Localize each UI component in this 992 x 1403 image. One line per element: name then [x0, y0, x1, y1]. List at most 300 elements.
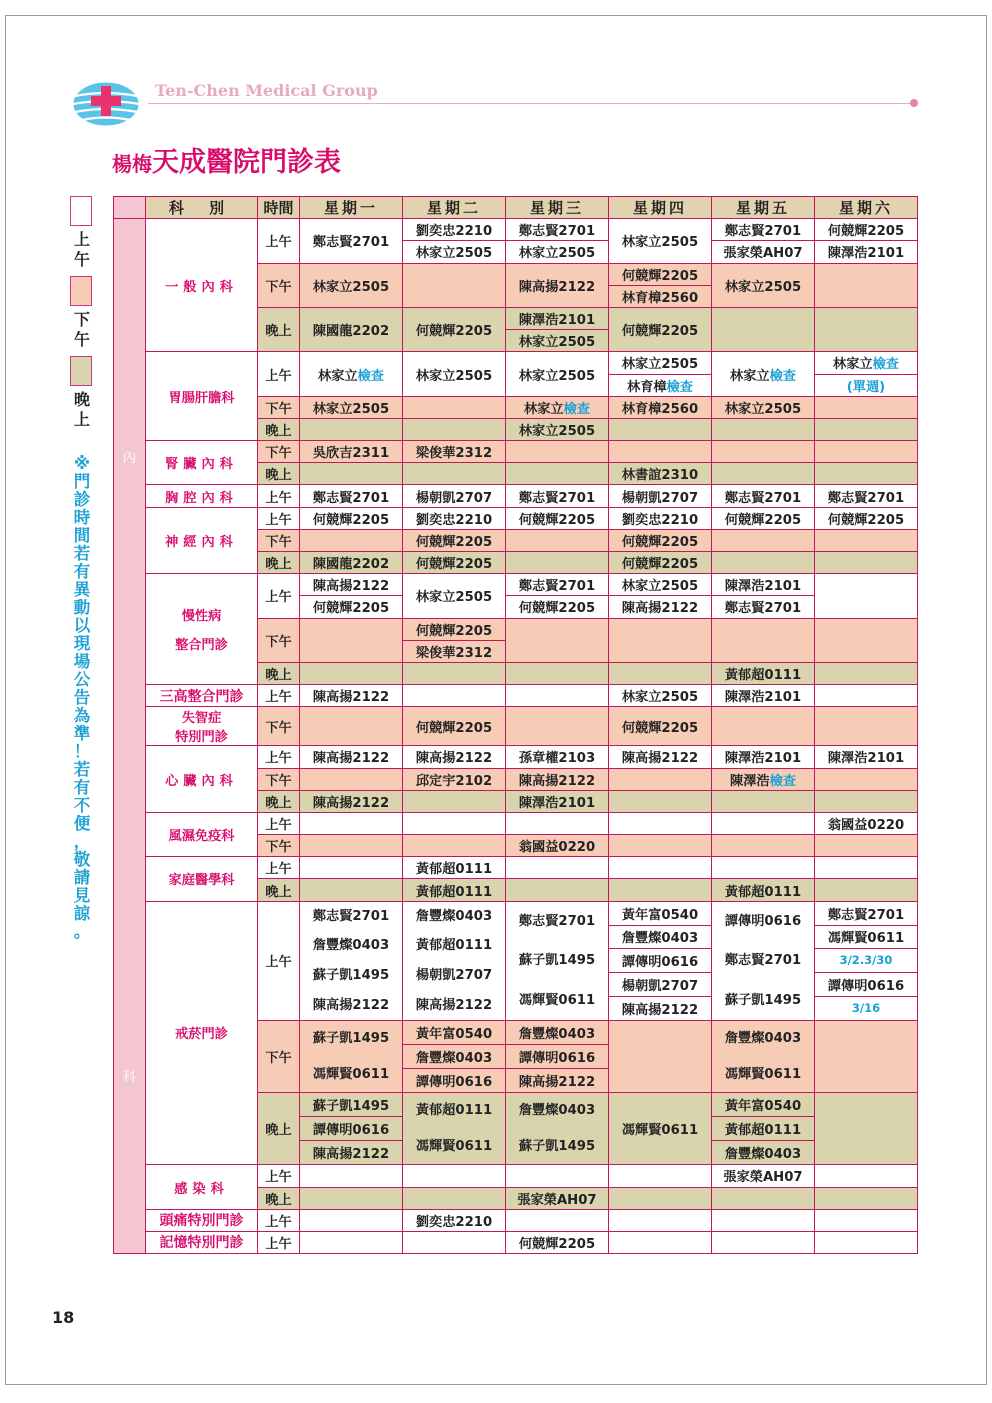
doctor-slot	[609, 746, 712, 768]
department-name-line: 一般內科	[165, 279, 238, 295]
session-time: 下午	[258, 396, 300, 418]
doctor-slot	[300, 685, 403, 707]
doctor-slot	[712, 307, 815, 351]
doctor-slot	[712, 219, 815, 241]
doctor-slot	[300, 352, 403, 396]
doctor-name: 蘇子凱1495	[518, 1138, 596, 1154]
doctor-slot	[712, 352, 815, 396]
doctor-name: 詹豐燦0403	[518, 1027, 596, 1043]
doctor-name: 林家立	[318, 368, 358, 384]
doctor-name: 詹豐燦0403	[621, 931, 699, 947]
doctor-name: 譚傳明0616	[415, 1075, 493, 1091]
doctor-name: 馮輝賢0611	[724, 1066, 802, 1082]
doctor-slot	[609, 790, 712, 812]
doctor-name: 馮輝賢0611	[312, 1066, 390, 1082]
doctor-slot	[712, 707, 815, 746]
session-time: 上午	[258, 219, 300, 263]
doctor-slot	[815, 1021, 918, 1093]
doctor-slot	[506, 596, 609, 618]
doctor-name: 楊朝凱2707	[415, 967, 493, 983]
header-day: 星期四	[609, 197, 712, 219]
doctor-name: 林家立2505	[518, 335, 596, 351]
doctor-slot	[403, 685, 506, 707]
doctor-name: 蘇子凱1495	[312, 967, 390, 983]
doctor-slot	[506, 768, 609, 790]
doctor-name: 劉奕忠2210	[415, 224, 493, 240]
doctor-name: 鄭志賢2701	[724, 953, 802, 969]
session-time: 晚上	[258, 1187, 300, 1209]
title-main: 天成醫院門診表	[152, 147, 341, 178]
doctor-name: 林家立2505	[724, 279, 802, 295]
schedule-row	[114, 485, 918, 507]
department-name-line: 胸腔內科	[165, 490, 238, 506]
doctor-name: 劉奕忠2210	[415, 512, 493, 528]
doctor-name: 黃郁超0111	[724, 668, 802, 684]
session-time: 晚上	[258, 307, 300, 351]
doctor-slot	[815, 949, 918, 973]
doctor-slot	[815, 1231, 918, 1253]
doctor-slot	[609, 1187, 712, 1209]
doctor-entry	[712, 941, 814, 981]
doctor-name: 林家立2505	[312, 401, 390, 417]
department-name-line: 腎臟內科	[165, 457, 238, 473]
doctor-slot	[609, 485, 712, 507]
doctor-slot	[609, 418, 712, 440]
exam-label: 檢查	[563, 401, 590, 417]
doctor-name: 鄭志賢2701	[312, 490, 390, 506]
doctor-slot	[506, 1209, 609, 1231]
doctor-slot	[506, 879, 609, 901]
doctor-name: 劉奕忠2210	[621, 512, 699, 528]
doctor-slot	[815, 241, 918, 263]
department-name-line: 失智症	[181, 711, 222, 727]
doctor-slot	[609, 1209, 712, 1231]
doctor-name: 馮輝賢0611	[415, 1138, 493, 1154]
doctor-entry	[506, 365, 608, 384]
department-name	[146, 574, 258, 685]
session-time: 上午	[258, 574, 300, 618]
doctor-name: 陳高揚2122	[312, 579, 390, 595]
doctor-slot	[815, 768, 918, 790]
legend-label-morning: 上 午	[73, 230, 90, 269]
week-note: (單週)	[846, 379, 886, 395]
department-name	[146, 507, 258, 574]
department-name	[146, 746, 258, 813]
doctor-entry	[403, 320, 505, 339]
doctor-name: 張家榮AH07	[723, 246, 803, 262]
doctor-slot	[815, 552, 918, 574]
doctor-name: 何競輝2205	[312, 601, 390, 617]
doctor-slot	[300, 418, 403, 440]
doctor-slot	[609, 901, 712, 925]
schedule-row	[114, 707, 918, 746]
doctor-slot	[403, 768, 506, 790]
doctor-slot	[300, 529, 403, 551]
doctor-name: 邱定宇2102	[415, 773, 493, 789]
doctor-slot	[506, 1231, 609, 1253]
doctor-slot	[815, 485, 918, 507]
doctor-name: 陳國龍2202	[312, 557, 390, 573]
doctor-slot	[300, 507, 403, 529]
doctor-name: 林家立2505	[621, 357, 699, 373]
doctor-slot	[815, 1187, 918, 1209]
doctor-slot	[712, 812, 815, 834]
schedule-row	[114, 1165, 918, 1187]
doctor-slot	[506, 857, 609, 879]
doctor-name: 何競輝2205	[415, 534, 493, 550]
doctor-slot	[712, 241, 815, 263]
doctor-slot	[815, 812, 918, 834]
header-day: 星期一	[300, 197, 403, 219]
doctor-slot	[815, 746, 918, 768]
department-name-line: 特別門診	[175, 730, 228, 746]
doctor-name: 馮輝賢0611	[518, 992, 596, 1008]
doctor-name: 鄭志賢2701	[518, 490, 596, 506]
doctor-slot	[712, 507, 815, 529]
doctor-name: 鄭志賢2701	[518, 579, 596, 595]
header-dept: 科 別	[146, 197, 258, 219]
schedule-notice: ※ 門 診 時 間 若 有 異 動 以 現 場 公 告 為 準 ！ 若 有 不 便 ， 敬 請 見 諒 。	[73, 454, 91, 941]
doctor-slot	[300, 1165, 403, 1187]
doctor-slot	[506, 1187, 609, 1209]
doctor-name: 黃年富0540	[621, 907, 699, 923]
doctor-slot	[712, 263, 815, 307]
doctor-slot	[403, 1209, 506, 1231]
doctor-name: 林家立2505	[518, 423, 596, 439]
doctor-slot	[712, 1165, 815, 1187]
doctor-slot	[712, 879, 815, 901]
doctor-name: 陳高揚2122	[415, 997, 493, 1013]
doctor-slot	[815, 307, 918, 351]
doctor-slot	[712, 596, 815, 618]
doctor-name: 何競輝2205	[827, 512, 905, 528]
doctor-name: 陳國龍2202	[312, 324, 390, 340]
doctor-name: 楊朝凱2707	[415, 490, 493, 506]
doctor-name: 馮輝賢0611	[827, 931, 905, 947]
doctor-name: 陳澤浩2101	[724, 690, 802, 706]
header-divider-dot	[910, 99, 918, 107]
department-name-line: 胃腸肝膽科	[168, 390, 235, 406]
doctor-name: 陳高揚2122	[312, 751, 390, 767]
doctor-name: 何競輝2205	[415, 623, 493, 639]
schedule-row	[114, 441, 918, 463]
doctor-entry	[300, 276, 402, 295]
doctor-slot	[506, 618, 609, 662]
session-time: 下午	[258, 441, 300, 463]
doctor-name: 翁國益0220	[827, 817, 905, 833]
department-name-line: 戒菸門診	[175, 1027, 228, 1043]
doctor-slot	[403, 441, 506, 463]
doctor-slot	[403, 835, 506, 857]
session-time: 上午	[258, 507, 300, 529]
doctor-slot	[609, 529, 712, 551]
doctor-slot	[609, 285, 712, 307]
doctor-slot	[300, 463, 403, 485]
doctor-slot	[506, 901, 609, 1021]
session-time: 晚上	[258, 662, 300, 684]
doctor-slot	[300, 901, 403, 1021]
doctor-name: 陳澤浩2101	[827, 751, 905, 767]
doctor-slot	[815, 441, 918, 463]
doctor-name: 張家榮AH07	[517, 1192, 597, 1208]
doctor-entry	[712, 1057, 814, 1093]
doctor-slot	[300, 835, 403, 857]
doctor-slot	[300, 662, 403, 684]
globe-cross-logo	[70, 78, 150, 128]
doctor-name: 譚傳明0616	[518, 1051, 596, 1067]
department-name-line: 感染科	[174, 1181, 229, 1197]
doctor-slot	[403, 1231, 506, 1253]
doctor-slot	[403, 263, 506, 307]
doctor-slot	[815, 835, 918, 857]
department-name	[146, 441, 258, 485]
doctor-name: 陳高揚2122	[621, 751, 699, 767]
session-time: 上午	[258, 1231, 300, 1253]
doctor-name: 何競輝2205	[518, 512, 596, 528]
doctor-name: 蘇子凱1495	[312, 1031, 390, 1047]
doctor-slot	[403, 463, 506, 485]
doctor-slot	[403, 1093, 506, 1165]
category-char: 科	[122, 1070, 137, 1086]
doctor-name: 陳高揚2122	[621, 1003, 699, 1019]
legend-swatch-afternoon	[70, 276, 92, 306]
doctor-name: 林家立2505	[518, 368, 596, 384]
doctor-slot	[403, 529, 506, 551]
doctor-name: 鄭志賢2701	[518, 224, 596, 240]
doctor-slot	[403, 485, 506, 507]
header-day: 星期五	[712, 197, 815, 219]
department-name-line: 整合門診	[175, 638, 228, 654]
doctor-entry	[506, 981, 608, 1021]
doctor-slot	[815, 529, 918, 551]
doctor-slot	[506, 396, 609, 418]
doctor-slot	[712, 529, 815, 551]
session-time: 下午	[258, 529, 300, 551]
doctor-slot	[609, 685, 712, 707]
doctor-slot	[712, 685, 815, 707]
doctor-slot	[300, 574, 403, 596]
doctor-slot	[506, 1045, 609, 1069]
doctor-name: 黃郁超0111	[415, 884, 493, 900]
session-time: 上午	[258, 812, 300, 834]
session-time: 下午	[258, 263, 300, 307]
doctor-slot	[506, 219, 609, 241]
doctor-entry	[403, 365, 505, 384]
session-time: 下午	[258, 707, 300, 746]
doctor-entry	[609, 231, 711, 250]
doctor-slot	[609, 812, 712, 834]
doctor-slot	[609, 1165, 712, 1187]
doctor-slot	[403, 707, 506, 746]
doctor-slot	[300, 618, 403, 662]
schedule-row	[114, 352, 918, 374]
doctor-slot	[403, 1045, 506, 1069]
legend-label-evening: 晚 上	[73, 390, 90, 429]
doctor-name: 林家立	[524, 401, 564, 417]
doctor-name: 孫章權2103	[518, 751, 596, 767]
department-name-line: 家庭醫學科	[168, 873, 235, 889]
department-name	[146, 685, 258, 707]
doctor-slot	[815, 618, 918, 662]
doctor-slot	[506, 835, 609, 857]
session-time: 晚上	[258, 418, 300, 440]
doctor-name: 何競輝2205	[312, 512, 390, 528]
doctor-slot	[712, 662, 815, 684]
doctor-name: 何競輝2205	[827, 224, 905, 240]
brand-name: Ten-Chen Medical Group	[155, 81, 378, 100]
doctor-entry	[300, 231, 402, 250]
doctor-name: 黃郁超0111	[724, 884, 802, 900]
doctor-name: 陳澤浩2101	[827, 246, 905, 262]
exam-label: 檢查	[357, 368, 384, 384]
doctor-name: 陳澤浩2101	[518, 795, 596, 811]
doctor-slot	[300, 596, 403, 618]
doctor-entry	[403, 902, 505, 932]
doctor-slot	[712, 1187, 815, 1209]
doctor-name: 譚傳明0616	[621, 955, 699, 971]
doctor-slot	[506, 418, 609, 440]
doctor-slot	[609, 574, 712, 596]
session-time: 下午	[258, 618, 300, 662]
doctor-entry	[300, 365, 402, 384]
doctor-slot	[609, 352, 712, 374]
doctor-slot	[506, 1165, 609, 1187]
doctor-name: 張家榮AH07	[723, 1170, 803, 1186]
department-name	[146, 219, 258, 352]
session-legend	[70, 196, 94, 436]
doctor-slot	[609, 219, 712, 263]
schedule-row	[114, 857, 918, 879]
doctor-name: 何競輝2205	[415, 720, 493, 736]
doctor-entry	[506, 1129, 608, 1165]
schedule-row	[114, 1209, 918, 1231]
session-time: 下午	[258, 768, 300, 790]
doctor-slot	[506, 574, 609, 596]
doctor-slot	[300, 746, 403, 768]
doctor-slot	[712, 1141, 815, 1165]
session-time: 上午	[258, 685, 300, 707]
doctor-slot	[506, 241, 609, 263]
doctor-name: 陳高揚2122	[415, 751, 493, 767]
doctor-slot	[815, 263, 918, 307]
doctor-slot	[712, 552, 815, 574]
doctor-slot	[506, 707, 609, 746]
doctor-slot	[506, 352, 609, 396]
doctor-entry	[712, 902, 814, 942]
doctor-entry	[300, 320, 402, 339]
doctor-slot	[403, 552, 506, 574]
doctor-slot	[403, 1165, 506, 1187]
doctor-name: 黃郁超0111	[415, 938, 493, 954]
session-time: 上午	[258, 746, 300, 768]
doctor-entry	[403, 991, 505, 1021]
header-category-cell	[114, 197, 146, 219]
doctor-slot	[815, 352, 918, 374]
doctor-slot	[609, 662, 712, 684]
doctor-slot	[815, 374, 918, 396]
session-time: 晚上	[258, 879, 300, 901]
doctor-slot	[815, 685, 918, 707]
doctor-name: 林家立2505	[621, 690, 699, 706]
session-time: 晚上	[258, 552, 300, 574]
clinic-schedule-table	[113, 196, 918, 1254]
doctor-slot	[403, 241, 506, 263]
doctor-name: 陳高揚2122	[312, 997, 390, 1013]
exam-label: 檢查	[666, 379, 693, 395]
legend-swatch-morning	[70, 196, 92, 226]
doctor-slot	[403, 1069, 506, 1093]
doctor-name: 梁俊華2312	[415, 446, 493, 462]
category-char: 內	[122, 451, 137, 467]
doctor-slot	[815, 857, 918, 879]
doctor-name: 黃郁超0111	[415, 862, 493, 878]
doctor-name: 林家立2505	[415, 246, 493, 262]
doctor-slot	[300, 1093, 403, 1117]
doctor-name: 林家立2505	[518, 246, 596, 262]
doctor-name: 馮輝賢0611	[621, 1123, 699, 1139]
doctor-slot	[506, 263, 609, 307]
doctor-entry	[300, 902, 402, 932]
department-name-line: 心臟內科	[165, 773, 238, 789]
session-time: 上午	[258, 857, 300, 879]
schedule-row	[114, 901, 918, 925]
doctor-name: 蘇子凱1495	[518, 953, 596, 969]
doctor-name: 鄭志賢2701	[724, 601, 802, 617]
department-name-line: 頭痛特別門診	[159, 1213, 244, 1230]
doctor-name: 鄭志賢2701	[312, 908, 390, 924]
doctor-slot	[609, 707, 712, 746]
doctor-slot	[403, 307, 506, 351]
doctor-name: 詹豐燦0403	[415, 908, 493, 924]
doctor-name: 鄭志賢2701	[827, 490, 905, 506]
doctor-name: 林家立	[730, 368, 770, 384]
doctor-slot	[712, 485, 815, 507]
header-day: 星期六	[815, 197, 918, 219]
doctor-slot	[609, 507, 712, 529]
doctor-slot	[815, 790, 918, 812]
doctor-slot	[815, 879, 918, 901]
doctor-slot	[609, 857, 712, 879]
doctor-slot	[403, 618, 506, 640]
department-name-line: 記憶特別門診	[159, 1235, 244, 1252]
doctor-slot	[609, 949, 712, 973]
doctor-slot	[609, 596, 712, 618]
doctor-slot	[712, 574, 815, 596]
doctor-slot	[506, 485, 609, 507]
doctor-name: 何競輝2205	[621, 720, 699, 736]
doctor-name: 林家立2505	[415, 368, 493, 384]
doctor-slot	[815, 396, 918, 418]
doctor-name: 黃年富0540	[415, 1027, 493, 1043]
doctor-name: 林書誼2310	[621, 468, 699, 484]
doctor-name: 詹豐燦0403	[312, 938, 390, 954]
schedule-row	[114, 574, 918, 596]
doctor-slot	[609, 307, 712, 351]
doctor-slot	[712, 618, 815, 662]
doctor-slot	[403, 790, 506, 812]
doctor-slot	[712, 1117, 815, 1141]
doctor-slot	[300, 263, 403, 307]
doctor-slot	[815, 463, 918, 485]
doctor-slot	[403, 1187, 506, 1209]
doctor-name: 陳高揚2122	[312, 690, 390, 706]
doctor-slot	[506, 507, 609, 529]
doctor-slot	[609, 997, 712, 1021]
doctor-slot	[300, 1209, 403, 1231]
doctor-name: 翁國益0220	[518, 840, 596, 856]
doctor-slot	[506, 441, 609, 463]
doctor-slot	[712, 396, 815, 418]
